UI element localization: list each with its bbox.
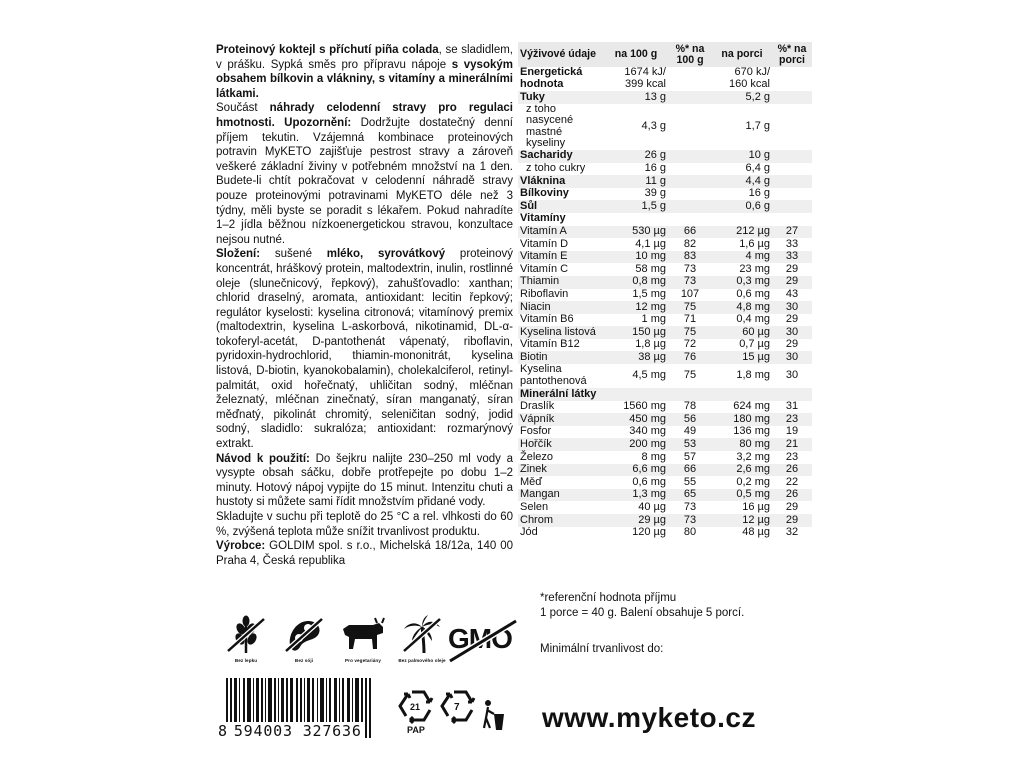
value-per-portion: 0,4 mg <box>736 313 770 326</box>
value-per-100g: 38 µg <box>604 351 668 364</box>
nutrition-table-header <box>518 42 812 67</box>
nutrition-row <box>518 514 812 527</box>
header-per-portion: na porci <box>712 42 772 67</box>
percent-per-portion: 22 <box>785 475 799 488</box>
nutrition-row <box>518 489 812 502</box>
percent-per-portion <box>772 150 812 163</box>
header-per-100g: na 100 g <box>604 42 668 67</box>
value-per-portion: 15 µg <box>712 351 772 364</box>
percent-per-portion <box>772 67 812 91</box>
nutrient-name: Sacharidy <box>518 150 604 163</box>
tidy-man-icon <box>484 700 504 730</box>
manufacturer-label: Výrobce: <box>216 540 266 553</box>
percent-per-100g <box>668 213 712 226</box>
product-description <box>216 43 513 568</box>
percent-per-100g: 66 <box>668 226 712 239</box>
value-per-100g: 4,5 mg <box>632 369 666 382</box>
percent-per-portion: 26 <box>772 464 812 477</box>
percent-per-100g: 82 <box>683 237 697 250</box>
nutrition-row <box>518 150 812 163</box>
nutrient-name: Železo <box>520 450 554 463</box>
nutrition-row <box>518 175 812 188</box>
value-per-100g: 10 mg <box>604 251 668 264</box>
barcode-digits-right: 327636 <box>302 722 362 740</box>
value-per-100g: 1,5 g <box>604 200 668 213</box>
nutrition-row <box>518 351 812 364</box>
percent-per-portion: 23 <box>772 413 812 426</box>
value-per-portion: 0,3 mg <box>712 276 772 289</box>
value-per-portion: 624 mg <box>733 400 770 413</box>
nutrition-row <box>518 263 812 276</box>
soy-free-badge <box>274 615 334 675</box>
soy-icon <box>282 615 326 655</box>
nutrition-row <box>518 464 812 477</box>
percent-per-portion <box>772 188 812 201</box>
header-nutrient: Výživové údaje <box>518 42 604 67</box>
nutrient-name: Hořčík <box>518 438 604 451</box>
plastic-code: 7 <box>454 702 460 713</box>
percent-per-100g: 78 <box>683 400 697 413</box>
nutrition-row <box>518 91 812 104</box>
nutrition-row <box>518 276 812 289</box>
paper-recycle-icon <box>400 692 432 735</box>
percent-per-100g: 49 <box>683 425 697 438</box>
nutrient-name: Mangan <box>518 489 604 502</box>
percent-per-portion <box>772 104 812 150</box>
palm-oil-free-badge <box>392 615 452 675</box>
value-per-portion: 23 mg <box>739 262 770 275</box>
footnote <box>540 591 744 621</box>
value-per-portion: 4,8 mg <box>712 301 772 314</box>
percent-per-portion <box>772 213 812 226</box>
percent-per-portion: 29 <box>785 262 799 275</box>
value-per-portion: 4 mg <box>712 251 772 264</box>
storage-paragraph <box>216 510 513 539</box>
percent-per-100g: 75 <box>683 369 697 382</box>
value-per-100g: 58 mg <box>635 262 666 275</box>
nutrient-name: Vitamín C <box>520 262 569 275</box>
barcode-number <box>216 722 364 740</box>
nutrient-name: Riboflavin <box>520 288 569 300</box>
percent-per-100g: 65 <box>668 489 712 502</box>
barcode-digit-first: 8 <box>218 722 228 740</box>
nutrient-name: Vitamíny <box>520 212 566 225</box>
nutrient-name: Fosfor <box>520 425 552 438</box>
percent-per-100g: 56 <box>668 413 712 426</box>
nutrient-name: Sůl <box>518 200 604 213</box>
percent-per-100g: 66 <box>668 464 712 477</box>
percent-per-portion: 33 <box>772 251 812 264</box>
value-per-100g: 150 µg <box>604 326 668 339</box>
percent-per-100g: 75 <box>668 326 712 339</box>
manufacturer-text: GOLDIM spol. s r.o., Michelská 18/12a, 140 00 Praha 4, Česká republika <box>216 540 513 567</box>
nutrition-row <box>518 289 812 302</box>
ingredients-lead: sušené <box>260 248 327 261</box>
website-url: www.myketo.cz <box>542 702 756 733</box>
percent-per-100g <box>668 150 712 163</box>
nutrition-row <box>518 501 812 514</box>
purpose-text: Dodržujte dostatečný denní příjem tekutin. Vzájemná kombinace proteinových potravin MyKETO zajišťuje pestrost stravy a zároveň veškeré základní živiny v potřebném množství na 1 den. Budete-li chtít pokračovat v celodenní náhradě stravy pouze proteinovými potravinami MyKETO déle než 3 týdny, měli byste se poradit s lékařem. Pokud nahradíte 1–2 jídla běžnou nízkoenergetickou stravou, konzultace nejsou nutné. <box>216 116 513 246</box>
nutrient-name: Vápník <box>518 413 604 426</box>
value-per-100g: 1,5 mg <box>632 288 666 300</box>
palm-oil-free-caption: Bez palmového oleje <box>398 658 446 663</box>
nutrition-row <box>518 163 812 176</box>
vegetarian-badge <box>333 615 393 675</box>
vegetarian-caption: Pro vegetariány <box>345 658 381 663</box>
barcode-digits-left: 594003 <box>233 722 293 740</box>
cow-icon <box>339 615 387 655</box>
nutrient-name: Draslík <box>520 400 555 413</box>
value-per-100g: 0,6 mg <box>632 475 666 488</box>
value-per-100g: 200 mg <box>604 438 668 451</box>
value-per-portion: 0,2 mg <box>736 475 770 488</box>
value-per-100g: 16 g <box>644 162 666 175</box>
nutrient-name: Energetická hodnota <box>520 66 583 90</box>
value-per-100g: 13 g <box>604 91 668 104</box>
nutrient-name: Vitamín E <box>518 251 604 264</box>
footnote-portion: 1 porce = 40 g. Balení obsahuje 5 porcí. <box>540 607 745 619</box>
nutrition-row <box>518 438 812 451</box>
gmo-text: GMO <box>448 623 512 654</box>
value-per-portion: 1,7 g <box>745 119 770 132</box>
ingredients-paragraph <box>216 247 513 451</box>
value-per-portion <box>712 388 772 401</box>
nutrition-row <box>518 200 812 213</box>
nutrition-row <box>518 339 812 352</box>
nutrition-row <box>518 188 812 201</box>
percent-per-100g <box>668 104 712 150</box>
value-per-portion: 16 µg <box>742 500 770 513</box>
value-per-100g: 450 mg <box>604 413 668 426</box>
value-per-100g: 12 mg <box>604 301 668 314</box>
value-per-portion: 16 g <box>748 187 770 200</box>
value-per-100g: 11 g <box>604 175 668 188</box>
value-per-portion: 4,4 g <box>712 175 772 188</box>
nutrition-row <box>518 314 812 327</box>
gmo-free-badge <box>448 617 518 665</box>
value-per-100g: 530 µg <box>604 226 668 239</box>
percent-per-100g: 76 <box>668 351 712 364</box>
nutrition-row <box>518 476 812 489</box>
value-per-portion: 10 g <box>712 150 772 163</box>
header-percent-100g: %* na 100 g <box>668 42 712 67</box>
recycling-symbols <box>398 686 510 736</box>
value-per-100g: 340 mg <box>629 425 666 438</box>
value-per-100g <box>604 388 668 401</box>
nutrition-row <box>518 67 812 91</box>
value-per-portion: 6,4 g <box>745 162 770 175</box>
value-per-portion: 0,7 µg <box>739 338 770 351</box>
value-per-portion <box>712 213 772 226</box>
percent-per-100g: 72 <box>683 338 697 351</box>
nutrient-name: Vitamín B12 <box>520 338 580 351</box>
value-per-100g: 40 µg <box>638 500 666 513</box>
percent-per-portion: 27 <box>772 226 812 239</box>
gluten-free-badge <box>216 615 276 675</box>
percent-per-portion: 29 <box>785 338 799 351</box>
nutrition-row <box>518 426 812 439</box>
value-per-portion: 136 mg <box>733 425 770 438</box>
nutrient-name: Thiamin <box>518 276 604 289</box>
nutrient-name: Jód <box>520 526 538 539</box>
value-per-portion: 1,6 µg <box>739 237 770 250</box>
percent-per-portion: 31 <box>785 400 799 413</box>
value-per-portion: 0,5 mg <box>712 489 772 502</box>
value-per-portion: 60 µg <box>712 326 772 339</box>
percent-per-100g <box>668 67 712 91</box>
nutrient-name: z toho cukry <box>526 162 586 175</box>
percent-per-100g: 57 <box>683 450 697 463</box>
nutrition-row <box>518 527 812 540</box>
palm-tree-icon <box>400 615 444 655</box>
nutrition-row <box>518 301 812 314</box>
intro-text: , se sladidlem, v prášku. Sypká směs pro přípravu nápoje <box>216 44 513 71</box>
value-per-portion: 1,8 mg <box>736 369 770 382</box>
usage-label: Návod k použití: <box>216 452 310 465</box>
nutrient-name: Zinek <box>518 464 604 477</box>
nutrition-row <box>518 413 812 426</box>
plastic-recycle-icon <box>442 692 474 723</box>
value-per-portion: 180 mg <box>712 413 772 426</box>
purpose-paragraph <box>216 101 513 247</box>
percent-per-portion: 33 <box>785 237 799 250</box>
percent-per-100g: 73 <box>668 276 712 289</box>
manufacturer-paragraph <box>216 539 513 568</box>
value-per-portion: 0,6 mg <box>736 288 770 300</box>
percent-per-100g <box>668 388 712 401</box>
value-per-portion: 3,2 mg <box>736 450 770 463</box>
percent-per-portion: 30 <box>772 351 812 364</box>
percent-per-portion: 19 <box>785 425 799 438</box>
nutrient-name: Vitamín A <box>518 226 604 239</box>
nutrient-name: Vitamín B6 <box>520 313 574 326</box>
header-percent-portion: %* na porci <box>772 42 812 67</box>
storage-text: Skladujte v suchu při teplotě do 25 °C a rel. vlhkosti do 60 %, zvýšená teplota může snížit trvanlivost produktu. <box>216 511 513 538</box>
value-per-100g: 29 µg <box>604 514 668 527</box>
value-per-100g: 4,1 µg <box>635 237 666 250</box>
value-per-100g: 120 µg <box>632 526 666 539</box>
value-per-100g <box>604 213 668 226</box>
value-per-100g: 0,8 mg <box>604 276 668 289</box>
value-per-portion: 48 µg <box>742 526 770 539</box>
nutrient-name: Kyselina listová <box>518 326 604 339</box>
nutrient-name: Selen <box>520 500 549 513</box>
nutrient-name: Bílkoviny <box>520 187 569 200</box>
value-per-portion: 12 µg <box>712 514 772 527</box>
percent-per-portion: 30 <box>772 326 812 339</box>
value-per-100g: 6,6 mg <box>604 464 668 477</box>
nutrition-table-body <box>518 67 812 539</box>
percent-per-portion: 26 <box>772 489 812 502</box>
value-per-portion: 80 mg <box>712 438 772 451</box>
product-name: Proteinový koktejl s příchutí piña colada <box>216 44 439 56</box>
nutrient-name: Vláknina <box>518 175 604 188</box>
nutrient-name: Kyselina pantothenová <box>520 363 587 388</box>
value-per-100g: 1674 kJ/ 399 kcal <box>624 66 666 90</box>
value-per-100g: 8 mg <box>641 450 666 463</box>
nutrient-name: Měď <box>520 475 543 488</box>
percent-per-portion: 30 <box>785 369 799 382</box>
percent-per-100g: 73 <box>683 262 697 275</box>
percent-per-portion <box>772 175 812 188</box>
dietary-icons <box>216 615 521 675</box>
percent-per-100g: 73 <box>668 514 712 527</box>
nutrient-name: Niacin <box>518 301 604 314</box>
percent-per-100g: 75 <box>668 301 712 314</box>
nutrient-name: z toho nasycené mastné kyseliny <box>526 102 574 150</box>
value-per-portion: 5,2 g <box>712 91 772 104</box>
value-per-100g: 26 g <box>604 150 668 163</box>
ingredients-allergens: mléko, syrovátkový <box>326 248 446 261</box>
nutrition-row <box>518 104 812 150</box>
usage-paragraph <box>216 452 513 510</box>
percent-per-portion: 29 <box>772 514 812 527</box>
percent-per-portion <box>772 163 812 176</box>
percent-per-portion: 21 <box>772 438 812 451</box>
percent-per-portion: 29 <box>785 500 799 513</box>
nutrition-row <box>518 326 812 339</box>
soy-free-caption: Bez sóji <box>294 658 314 663</box>
percent-per-100g <box>668 188 712 201</box>
nutrient-name: Chrom <box>518 514 604 527</box>
percent-per-100g: 53 <box>668 438 712 451</box>
value-per-100g: 1,3 mg <box>604 489 668 502</box>
value-per-100g: 1,8 µg <box>635 338 666 351</box>
percent-per-100g: 71 <box>683 313 697 326</box>
value-per-100g: 39 g <box>644 187 666 200</box>
percent-per-100g <box>668 163 712 176</box>
value-per-portion: 212 µg <box>712 226 772 239</box>
intro-highlight: s vysokým obsahem bílkovin a vlákniny, s vitamíny a minerálními látkami. <box>216 58 513 100</box>
purpose-lead: Součást <box>216 102 270 115</box>
value-per-portion: 670 kJ/ 160 kcal <box>729 66 770 90</box>
nutrition-row <box>518 364 812 388</box>
nutrient-name: Vitamín D <box>520 237 569 250</box>
percent-per-portion <box>772 388 812 401</box>
percent-per-portion: 23 <box>785 450 799 463</box>
percent-per-100g <box>668 91 712 104</box>
nutrient-name: Tuky <box>518 91 604 104</box>
percent-per-100g: 55 <box>683 475 697 488</box>
percent-per-100g: 83 <box>668 251 712 264</box>
percent-per-100g <box>668 175 712 188</box>
percent-per-portion: 29 <box>772 276 812 289</box>
nutrition-row <box>518 238 812 251</box>
percent-per-100g <box>668 200 712 213</box>
nutrient-name: Biotin <box>518 351 604 364</box>
paper-label: PAP <box>407 725 425 735</box>
best-before-label: Minimální trvanlivost do: <box>540 643 664 655</box>
percent-per-portion: 30 <box>772 301 812 314</box>
nutrition-row <box>518 451 812 464</box>
nutrition-row <box>518 401 812 414</box>
nutrition-row <box>518 213 812 226</box>
intro-paragraph <box>216 43 513 101</box>
nutrition-row <box>518 251 812 264</box>
ingredients-label: Složení: <box>216 248 261 261</box>
value-per-100g: 1560 mg <box>623 400 666 413</box>
percent-per-portion: 32 <box>785 526 799 539</box>
percent-per-100g: 73 <box>683 500 697 513</box>
nutrition-row <box>518 226 812 239</box>
ingredients-text: proteinový koncentrát, hráškový protein, maltodextrin, inulin, rostlinné oleje (slunečnicový, řepkový), zahušťovadlo: xanthan; chlorid draselný, aromata, antioxidant: lecitin řepkový; regulátor kyselosti: kyselina citronová; vitamínový premix (maltodextrin, kyselina L-askorbová, nikotinamid, DL-α-tokoferyl-acetát, D-pantothenát vápenatý, riboflavin, pyridoxin-hydrochlorid, thiamin-mononitrát, kyselina listová, D-biotin, kyanokobalamin), cholekalciferol, retinyl-palmitát, oxid hořečnatý, uhličitan sodný, mléčnan železnatý, mléčnan zinečnatý, síran manganatý, síran měďnatý, pikolinát chromitý, seleničitan sodný, jodid sodný, sladidlo: sukralóza; antioxidant: rozmarýnový extrakt. <box>216 248 513 451</box>
wheat-icon <box>224 615 268 655</box>
value-per-100g: 4,3 g <box>641 119 666 132</box>
nutrition-table <box>518 42 812 539</box>
value-per-portion: 2,6 mg <box>712 464 772 477</box>
percent-per-portion: 29 <box>785 313 799 326</box>
percent-per-100g: 107 <box>680 288 700 300</box>
percent-per-100g: 80 <box>683 526 697 539</box>
nutrient-name: Minerální látky <box>518 388 604 401</box>
usage-text: Do šejkru nalijte 230–250 ml vody a vysypte obsah sáčku, dobře protřepejte po dobu 1–2 minuty. Hotový nápoj vypijte do 15 minut. Intenzitu chuti a hustoty si můžete sami řídit množstvím přidané vody. <box>216 452 513 509</box>
paper-code: 21 <box>410 702 421 712</box>
value-per-portion: 0,6 g <box>712 200 772 213</box>
value-per-100g: 1 mg <box>641 313 666 326</box>
footnote-reference: *referenční hodnota příjmu <box>540 592 677 604</box>
gmo-strike-icon <box>448 617 518 665</box>
percent-per-portion: 43 <box>785 288 799 300</box>
gluten-free-caption: Bez lepku <box>234 658 258 663</box>
purpose-highlight: náhrady celodenní stravy pro regulaci hmotnosti. Upozornění: <box>216 102 513 129</box>
percent-per-portion <box>772 200 812 213</box>
percent-per-portion <box>772 91 812 104</box>
nutrition-row <box>518 388 812 401</box>
